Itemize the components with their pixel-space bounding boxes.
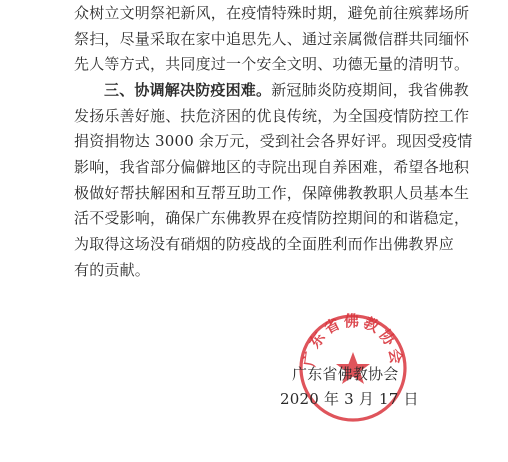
- body-line-9: 为取得这场没有硝烟的防疫战的全面胜利而作出佛教界应: [74, 235, 455, 253]
- body-line-1: 众树立文明祭祀新风，在疫情特殊时期，避免前往殡葬场所: [74, 4, 470, 22]
- body-line-8: 活不受影响，确保广东佛教界在疫情防控期间的和谐稳定，: [74, 209, 470, 227]
- body-line-3: 先人等方式，共同度过一个安全文明、功德无量的清明节。: [74, 55, 470, 73]
- section-heading-rest: 新冠肺炎防疫期间，我省佛教: [271, 81, 469, 99]
- body-line-5: 捐资捐物达 3000 余万元，受到社会各界好评。现因受疫情: [74, 132, 473, 150]
- signature-organization: 广东省佛教协会: [292, 365, 399, 383]
- body-line-10: 有的贡献。: [74, 261, 151, 279]
- seal-text: 广东省佛教协会: [300, 312, 406, 368]
- body-line-6: 影响，我省部分偏僻地区的寺院出现自养困难，希望各地积: [74, 158, 470, 176]
- section-heading: 三、协调解决防疫困难。: [104, 81, 272, 99]
- body-line-2: 祭扫，尽量采取在家中追思先人、通过亲属微信群共同缅怀: [74, 30, 470, 48]
- section-heading-line: [104, 80, 469, 100]
- body-line-7: 极做好帮扶解困和互帮互助工作，保障佛教教职人员基本生: [74, 184, 470, 202]
- signature-date: 2020 年 3 月 17 日: [280, 390, 419, 408]
- body-line-4: 发扬乐善好施、扶危济困的优良传统，为全国疫情防控工作: [74, 107, 470, 125]
